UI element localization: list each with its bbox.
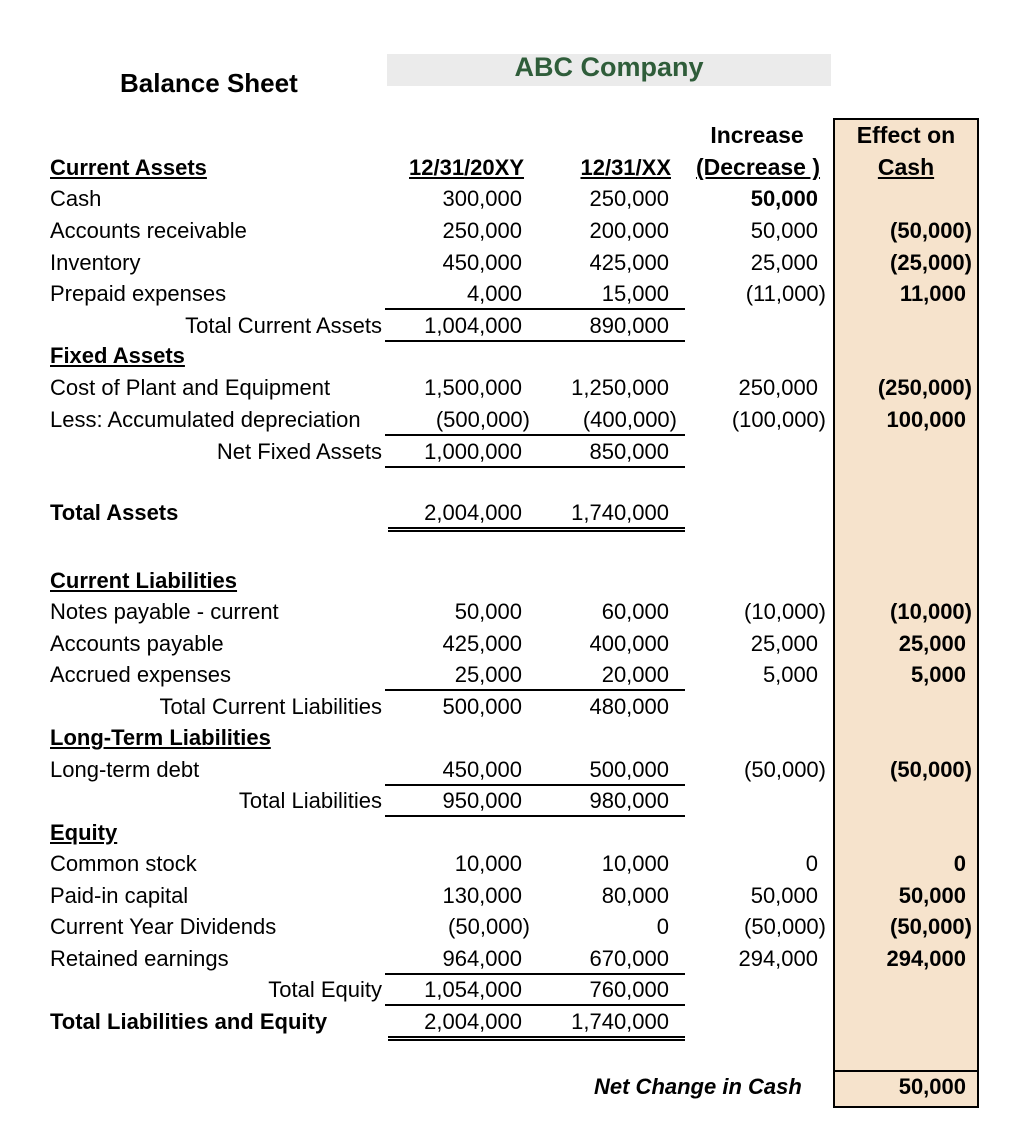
row-change: (50,000) (744, 757, 826, 782)
row-value-col1: 964,000 (442, 946, 522, 971)
col1-header: 12/31/20XY (409, 155, 524, 180)
row-label: Inventory (50, 250, 141, 275)
total-value-col2: 1,740,000 (571, 500, 669, 525)
row-value-col2: 400,000 (589, 631, 669, 656)
row-label: Cost of Plant and Equipment (50, 375, 331, 400)
total-value-col1: 2,004,000 (424, 500, 522, 525)
row-value-col1: 250,000 (442, 218, 522, 243)
row-value-col2: 200,000 (589, 218, 669, 243)
row-value-col1: 130,000 (442, 883, 522, 908)
section-current-assets: Current Assets (50, 155, 207, 180)
row-label: Accrued expenses (50, 662, 231, 687)
total-value-col1: 1,004,000 (424, 313, 522, 338)
row-value-col1: 300,000 (442, 186, 522, 211)
subtotal-rule (385, 689, 685, 691)
row-effect: (50,000) (890, 218, 972, 243)
total-value-col2: 1,740,000 (571, 1009, 669, 1034)
row-change: (10,000) (744, 599, 826, 624)
row-label: Accounts receivable (50, 218, 247, 243)
row-effect: (250,000) (877, 375, 972, 400)
row-change: 5,000 (762, 662, 818, 687)
section-equity: Equity (50, 820, 118, 845)
row-value-col2: 80,000 (601, 883, 669, 908)
total-value-col2: 890,000 (589, 313, 669, 338)
row-value-col1: 450,000 (442, 757, 522, 782)
total-label: Total Equity (268, 977, 382, 1002)
row-value-col2: 20,000 (601, 662, 669, 687)
row-effect: (10,000) (890, 599, 972, 624)
total-label: Total Current Liabilities (159, 694, 382, 719)
row-label: Paid-in capital (50, 883, 189, 908)
row-effect: 5,000 (910, 662, 966, 687)
row-change: (50,000) (744, 914, 826, 939)
total-rule (385, 1004, 685, 1006)
row-value-col1: 4,000 (466, 281, 522, 306)
total-value-col2: 480,000 (589, 694, 669, 719)
row-label: Current Year Dividends (50, 914, 277, 939)
row-label: Common stock (50, 851, 197, 876)
effect-header-line1: Effect on (856, 122, 956, 148)
row-effect: 294,000 (886, 946, 966, 971)
change-header-line2: (Decrease ) (695, 154, 821, 180)
row-effect: 0 (953, 851, 966, 876)
row-value-col2: 0 (656, 914, 669, 939)
total-label: Total Current Assets (185, 313, 382, 338)
section-long-term-liabilities: Long-Term Liabilities (50, 725, 271, 750)
company-name: ABC Company (514, 52, 704, 82)
row-change: 0 (805, 851, 818, 876)
row-value-col2: 425,000 (589, 250, 669, 275)
document-title: Balance Sheet (120, 68, 298, 98)
row-effect: 50,000 (898, 883, 966, 908)
row-change: 50,000 (750, 218, 818, 243)
row-value-col1: 450,000 (442, 250, 522, 275)
row-effect: 11,000 (899, 281, 966, 306)
row-value-col1: 25,000 (454, 662, 522, 687)
row-value-col1: 1,500,000 (424, 375, 522, 400)
section-current-liabilities: Current Liabilities (50, 568, 238, 593)
row-label: Prepaid expenses (50, 281, 227, 306)
row-change: 25,000 (750, 631, 818, 656)
double-rule (388, 527, 685, 532)
net-change-label: Net Change in Cash (594, 1074, 802, 1099)
row-effect: 25,000 (898, 631, 966, 656)
row-effect: (50,000) (890, 757, 972, 782)
row-effect: (50,000) (890, 914, 972, 939)
row-change: (100,000) (731, 407, 826, 432)
row-value-col1: (50,000) (448, 914, 530, 939)
effect-column-separator (835, 1070, 977, 1072)
total-label: Total Liabilities (238, 788, 382, 813)
row-value-col2: (400,000) (582, 407, 677, 432)
section-fixed-assets: Fixed Assets (50, 343, 185, 368)
subtotal-rule (385, 784, 685, 786)
total-label: Net Fixed Assets (216, 439, 382, 464)
col2-header: 12/31/XX (580, 155, 671, 180)
row-value-col2: 1,250,000 (571, 375, 669, 400)
row-effect: (25,000) (890, 250, 972, 275)
total-value-col1: 1,054,000 (424, 977, 522, 1002)
row-change: 50,000 (750, 186, 818, 211)
row-label: Long-term debt (50, 757, 200, 782)
total-value-col1: 950,000 (442, 788, 522, 813)
row-change: 294,000 (738, 946, 818, 971)
total-value-col1: 2,004,000 (424, 1009, 522, 1034)
total-value-col1: 1,000,000 (424, 439, 522, 464)
row-value-col2: 15,000 (601, 281, 669, 306)
effect-header-line2: Cash (877, 154, 935, 180)
row-label: Notes payable - current (50, 599, 279, 624)
row-value-col1: 425,000 (442, 631, 522, 656)
row-value-col2: 60,000 (601, 599, 669, 624)
row-value-col2: 500,000 (589, 757, 669, 782)
total-liabilities-equity-label: Total Liabilities and Equity (50, 1009, 328, 1034)
net-change-value: 50,000 (898, 1074, 966, 1099)
row-change: 50,000 (750, 883, 818, 908)
total-assets-label: Total Assets (50, 500, 179, 525)
row-value-col1: (500,000) (435, 407, 530, 432)
row-value-col2: 250,000 (589, 186, 669, 211)
total-value-col2: 760,000 (589, 977, 669, 1002)
row-value-col2: 10,000 (601, 851, 669, 876)
row-label: Accounts payable (50, 631, 224, 656)
row-effect: 100,000 (886, 407, 966, 432)
row-change: (11,000) (745, 281, 826, 306)
change-header-line1: Increase (710, 122, 804, 148)
row-change: 25,000 (750, 250, 818, 275)
row-change: 250,000 (738, 375, 818, 400)
total-value-col2: 980,000 (589, 788, 669, 813)
subtotal-rule (385, 434, 685, 436)
subtotal-rule (385, 973, 685, 975)
total-rule (385, 815, 685, 817)
total-rule (385, 466, 685, 468)
row-value-col2: 670,000 (589, 946, 669, 971)
total-value-col1: 500,000 (442, 694, 522, 719)
subtotal-rule (385, 308, 685, 310)
row-value-col1: 10,000 (454, 851, 522, 876)
row-label: Less: Accumulated depreciation (50, 407, 361, 432)
double-rule (388, 1036, 685, 1041)
row-value-col1: 50,000 (454, 599, 522, 624)
row-label: Retained earnings (50, 946, 229, 971)
total-rule (385, 340, 685, 342)
row-label: Cash (50, 186, 102, 211)
total-value-col2: 850,000 (589, 439, 669, 464)
